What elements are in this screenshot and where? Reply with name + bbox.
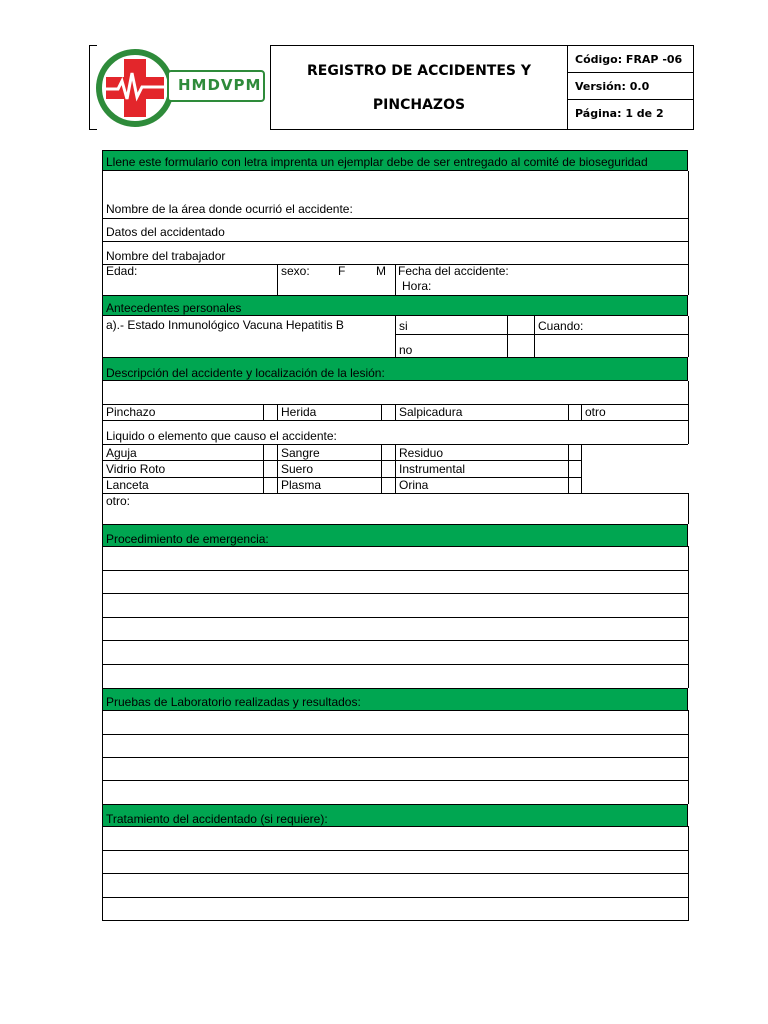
antec-col-1 bbox=[395, 316, 396, 357]
descripcion-title: Descripción del accidente y localización de la lesión: bbox=[106, 366, 385, 380]
desc-line-2 bbox=[102, 420, 688, 421]
otro-right-border bbox=[688, 493, 689, 524]
cuando-label: Cuando: bbox=[538, 319, 584, 333]
vacuna-si-label: si bbox=[399, 319, 408, 333]
desc-right-border bbox=[688, 381, 689, 444]
sexo-m-option[interactable]: M bbox=[376, 264, 386, 278]
antecedentes-title: Antecedentes personales bbox=[106, 301, 242, 315]
elemento-instrumental: Instrumental bbox=[399, 462, 466, 476]
tipo-col-4 bbox=[395, 404, 396, 420]
sexo-label: sexo: bbox=[281, 264, 310, 278]
liquido-label: Liquido o elemento que causo el accidente: bbox=[106, 429, 337, 443]
elemento-suero: Suero bbox=[281, 462, 314, 476]
instructions-text: Llene este formulario con letra imprenta un ejemplar debe de ser entregado al comité de bioseguridad bbox=[106, 155, 648, 169]
pruebas-title: Pruebas de Laboratorio realizadas y resultados: bbox=[106, 695, 361, 709]
tipo-herida-label: Herida bbox=[281, 405, 317, 419]
elemento-vidrio-roto: Vidrio Roto bbox=[106, 462, 166, 476]
elem-line-2 bbox=[102, 477, 581, 478]
pagina-label: Página: 1 de 2 bbox=[575, 107, 664, 120]
edad-label: Edad: bbox=[106, 264, 138, 278]
header-left-bracket bbox=[89, 45, 90, 129]
proc-line-1 bbox=[103, 570, 689, 571]
tipo-salpicadura-label: Salpicadura bbox=[399, 405, 463, 419]
meta-divider-2 bbox=[567, 99, 694, 100]
elemento-residuo: Residuo bbox=[399, 446, 444, 460]
elem-line-1 bbox=[102, 460, 581, 461]
antec-mid-line bbox=[395, 334, 688, 335]
fecha-label: Fecha del accidente: bbox=[398, 264, 509, 278]
vacuna-no-checkbox[interactable] bbox=[507, 335, 534, 357]
hora-label: Hora: bbox=[402, 279, 432, 293]
tipo-salpicadura-checkbox[interactable] bbox=[568, 404, 581, 420]
tipo-col-2 bbox=[277, 404, 278, 420]
logo-text: HMDVPM bbox=[178, 76, 262, 94]
version-label: Versión: 0.0 bbox=[575, 80, 650, 93]
vacuna-si-checkbox[interactable] bbox=[507, 316, 534, 334]
datos-accidentado-label: Datos del accidentado bbox=[106, 225, 225, 239]
general-right-border bbox=[688, 171, 689, 295]
area-label: Nombre de la área donde ocurrió el accidente: bbox=[106, 202, 353, 216]
elemento-lanceta-checkbox[interactable] bbox=[263, 477, 277, 493]
procedimiento-title: Procedimiento de emergencia: bbox=[106, 532, 269, 546]
elemento-lanceta: Lanceta bbox=[106, 478, 149, 492]
general-col-2 bbox=[395, 264, 396, 295]
header-title-box bbox=[270, 45, 568, 130]
vacuna-no-label: no bbox=[399, 343, 413, 357]
elem-line-3 bbox=[102, 493, 688, 494]
tratamiento-title: Tratamiento del accidentado (si requiere): bbox=[106, 812, 328, 826]
elemento-orina-checkbox[interactable] bbox=[568, 477, 581, 493]
elemento-instrumental-checkbox[interactable] bbox=[568, 460, 581, 477]
elemento-aguja: Aguja bbox=[106, 446, 137, 460]
elemento-sangre-checkbox[interactable] bbox=[381, 444, 395, 460]
proc-line-4 bbox=[103, 640, 689, 641]
form-title-line1: REGISTRO DE ACCIDENTES Y bbox=[307, 63, 531, 79]
tipo-herida-checkbox[interactable] bbox=[381, 404, 395, 420]
antec-right-border bbox=[688, 316, 689, 357]
elem-col-6 bbox=[581, 444, 582, 493]
tipo-pinchazo-label: Pinchazo bbox=[106, 405, 156, 419]
sexo-f-option[interactable]: F bbox=[338, 264, 346, 278]
elemento-orina: Orina bbox=[399, 478, 429, 492]
form-title-line2: PINCHAZOS bbox=[372, 97, 466, 113]
codigo-label: Código: FRAP -06 bbox=[575, 53, 683, 66]
pruebas-lines[interactable] bbox=[102, 710, 689, 804]
hospital-logo bbox=[94, 47, 266, 129]
tratamiento-lines[interactable] bbox=[102, 826, 689, 921]
trat-line-1 bbox=[103, 850, 689, 851]
tipo-col-6 bbox=[581, 404, 582, 420]
vacuna-label: a).- Estado Inmunológico Vacuna Hepatitis B bbox=[106, 318, 344, 332]
procedimiento-lines[interactable] bbox=[102, 546, 689, 688]
pruebas-line-2 bbox=[103, 757, 689, 758]
elem-col-2 bbox=[277, 444, 278, 493]
meta-divider-1 bbox=[567, 72, 694, 73]
elemento-residuo-checkbox[interactable] bbox=[568, 444, 581, 460]
proc-line-3 bbox=[103, 617, 689, 618]
general-line-1 bbox=[102, 218, 688, 219]
elemento-aguja-checkbox[interactable] bbox=[263, 444, 277, 460]
general-line-2 bbox=[102, 241, 688, 242]
elemento-plasma: Plasma bbox=[281, 478, 322, 492]
header-bracket-bottom bbox=[89, 129, 97, 130]
general-col-1 bbox=[277, 264, 278, 295]
proc-line-2 bbox=[103, 593, 689, 594]
tipo-pinchazo-checkbox[interactable] bbox=[263, 404, 277, 420]
elem-col-0 bbox=[102, 444, 103, 493]
proc-line-5 bbox=[103, 664, 689, 665]
trabajador-label: Nombre del trabajador bbox=[106, 249, 226, 263]
desc-left-border bbox=[102, 381, 103, 444]
pruebas-line-3 bbox=[103, 780, 689, 781]
antec-left-border bbox=[102, 316, 103, 357]
trat-line-2 bbox=[103, 873, 689, 874]
elem-col-4 bbox=[395, 444, 396, 493]
otro-label: otro: bbox=[106, 494, 131, 508]
elemento-vidrio-checkbox[interactable] bbox=[263, 460, 277, 477]
elemento-sangre: Sangre bbox=[281, 446, 320, 460]
pruebas-line-1 bbox=[103, 734, 689, 735]
otro-left-border bbox=[102, 493, 103, 524]
tipo-otro-label: otro bbox=[585, 405, 606, 419]
antec-col-3 bbox=[534, 316, 535, 357]
trat-line-3 bbox=[103, 897, 689, 898]
elemento-plasma-checkbox[interactable] bbox=[381, 477, 395, 493]
general-left-border bbox=[102, 171, 103, 295]
header-bracket-top bbox=[89, 45, 97, 46]
elemento-suero-checkbox[interactable] bbox=[381, 460, 395, 477]
